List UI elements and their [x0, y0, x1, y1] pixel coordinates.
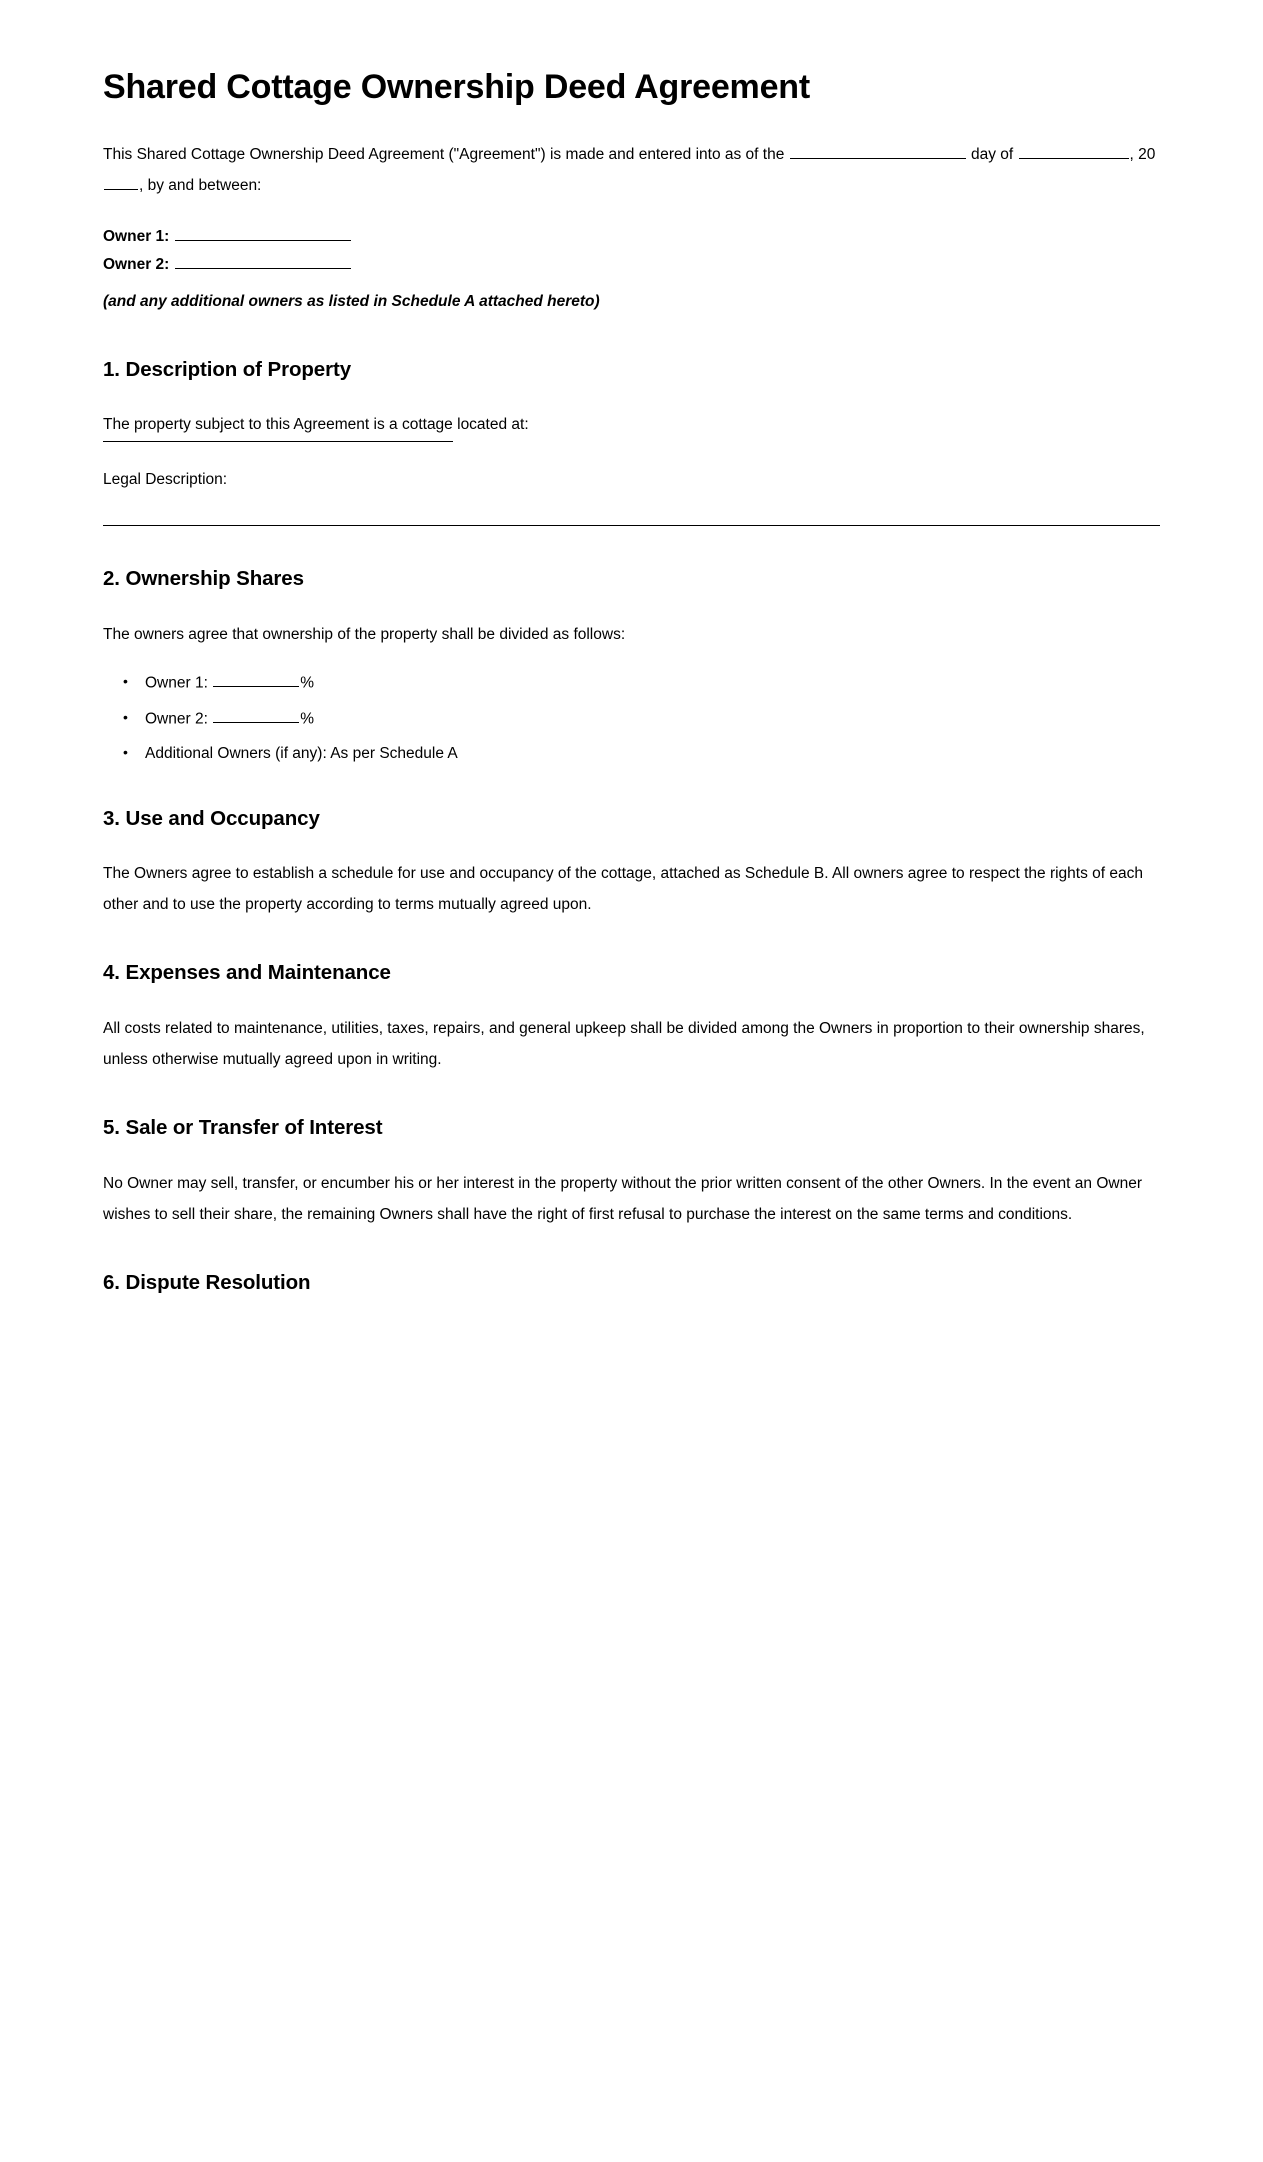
- property-description-rest: located at:: [452, 416, 529, 434]
- owner-2-blank[interactable]: [175, 254, 351, 269]
- owner-1-row: [103, 223, 1160, 252]
- intro-text-part2: day of: [970, 145, 1014, 163]
- share-item-1-suffix: %: [300, 709, 314, 727]
- intro-text-part3: , 20: [1129, 145, 1156, 163]
- date-day-blank[interactable]: [790, 143, 966, 158]
- parties-block: [103, 223, 1160, 317]
- date-year-blank[interactable]: [104, 174, 138, 189]
- share-item-0-suffix: %: [300, 674, 314, 692]
- owner-2-percent-blank[interactable]: [213, 708, 299, 723]
- property-location-line: [103, 409, 1160, 442]
- ownership-shares-list: [103, 672, 1160, 766]
- owner-1-blank[interactable]: [175, 225, 351, 240]
- owner-1-percent-blank[interactable]: [213, 672, 299, 687]
- section-heading-5: 5. Sale or Transfer of Interest: [103, 1115, 383, 1139]
- section-4-body: All costs related to maintenance, utilities, taxes, repairs, and general upkeep shall be divided among the Owners in proportion to their ownership shares, unless otherwise mutually agreed upon in writing.: [103, 1019, 1145, 1068]
- owner-2-row: [103, 251, 1160, 280]
- owner-1-label: Owner 1:: [103, 227, 170, 245]
- section-heading-4: 4. Expenses and Maintenance: [103, 961, 391, 985]
- section-3-body: The Owners agree to establish a schedule for use and occupancy of the cottage, attached as Schedule B. All owners agree to respect the rights of each other and to use the property according to terms mutually agreed upon.: [103, 865, 1143, 914]
- list-item: [145, 708, 1160, 731]
- section-heading-3: 3. Use and Occupancy: [103, 806, 320, 830]
- date-month-blank[interactable]: [1019, 143, 1129, 158]
- section-heading-2: 2. Ownership Shares: [103, 567, 304, 591]
- section-heading-1: 1. Description of Property: [103, 357, 352, 381]
- page-bottom-whitespace: [103, 1322, 1160, 2102]
- legal-description-label: Legal Description:: [103, 471, 228, 489]
- page-title: Shared Cottage Ownership Deed Agreement: [103, 68, 810, 106]
- additional-owners-note: (and any additional owners as listed in Schedule A attached hereto): [103, 292, 600, 310]
- section-5-body: No Owner may sell, transfer, or encumber his or her interest in the property without the prior written consent of the other Owners. In the event an Owner wishes to sell their share, the remaining Owners shall have the right of first refusal to purchase the interest on the same terms and conditions.: [103, 1174, 1142, 1223]
- share-item-1-label: Owner 2:: [145, 709, 208, 727]
- section-heading-6: 6. Dispute Resolution: [103, 1270, 311, 1294]
- intro-text-part1: This Shared Cottage Ownership Deed Agreement ("Agreement") is made and entered into as of the: [103, 145, 785, 163]
- agreement-intro-paragraph: [103, 139, 1160, 201]
- ownership-shares-intro: The owners agree that ownership of the property shall be divided as follows:: [103, 625, 626, 643]
- list-item: [145, 743, 1160, 765]
- owner-2-label: Owner 2:: [103, 256, 170, 274]
- list-item: [145, 672, 1160, 695]
- share-item-0-label: Owner 1:: [145, 674, 208, 692]
- property-description-underlined: The property subject to this Agreement is a cottage: [103, 409, 453, 442]
- legal-description-rule: [103, 525, 1160, 526]
- intro-text-part4: , by and between:: [139, 176, 262, 194]
- share-item-2-label: Additional Owners (if any): As per Schedule A: [145, 745, 458, 763]
